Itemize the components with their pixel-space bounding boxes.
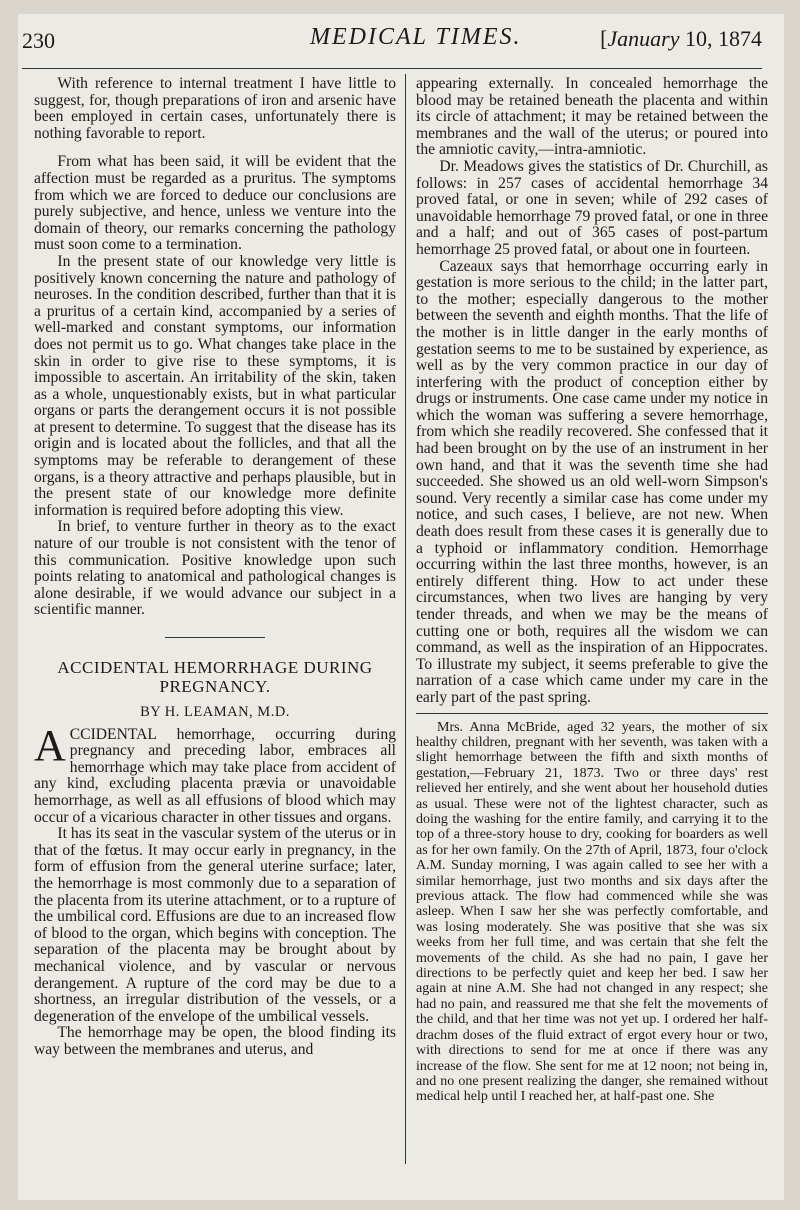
- case-report-paragraph: Mrs. Anna McBride, aged 32 years, the mother of six healthy children, pregnant with her seventh, was taken with a slight hemorrhage between the fifth and sixth months of gestation,—February 21, 1873. Two or three days' rest relieved her entirely, and she went about her household duties as usual. These were not of the lightest character, such as doing the washing for the entire family, and carrying it to the top of a three-story house to dry, cooking for boarders as well as for her own family. On the 27th of April, 1873, four o'clock A.M. Sunday morning, I was again called to see her with a similar hemorrhage, just two months and six days after the previous attack. The flow had commenced while she was asleep. When I saw her she was perfectly comfortable, and was losing moderately. She was positive that she was six weeks from her full time, and was certain that she felt the movements of the child. As she had no pain, I gave her directions to be perfectly quiet and keep her bed. I saw her again at nine A.M. She had not changed in any respect; she had no pain, and reassured me that she felt the movements of the child, and that her time was not yet up. I ordered her half-drachm doses of the fluid extract of ergot every hour or two, with directions to send for me at once if there was any increase of the flow. She sent for me at 12 noon; not being in, and no one present realizing the danger, she remained without medical help until I reached her, at half-past one. She: [416, 719, 768, 1105]
- date-bracket: [: [600, 26, 608, 51]
- case-rule: [416, 713, 768, 714]
- paragraph: The hemorrhage may be open, the blood finding its way between the membranes and uterus, and: [34, 1024, 396, 1058]
- opening-paragraph: [34, 720, 396, 827]
- article-title: ACCIDENTAL HEMORRHAGE DURING PREGNANCY.: [57, 658, 373, 696]
- column-divider: [405, 74, 406, 1164]
- paragraph: From what has been said, it will be evident that the affection must be regarded as a pruritus. The symptoms from which we are forced to deduce our conclusions are purely subjective, and hence, unless we venture into the domain of theory, our remarks concerning the pathology must soon come to a termination.: [34, 153, 396, 254]
- issue-date: [600, 26, 762, 52]
- paragraph: It has its seat in the vascular system of the uterus or in that of the fœtus. It may occur early in pregnancy, in the form of effusion from the general uterine surface; later, the hemorrhage is most commonly due to a separation of the placenta from its uterine attachment, or to a rupture of the umbilical cord. Effusions are due to an increased flow of blood to the organ, which begins with conception. The separation of the placenta may be brought about by mechanical violence, and by vascular or nervous derangement. A rupture of the cord may be due to a shortness, an irregular distribution of the vessels, or a degeneration of the envelope of the umbilical vessels.: [34, 825, 396, 1025]
- drop-cap: A: [34, 720, 66, 770]
- date-month: January: [607, 26, 680, 51]
- paragraph: Dr. Meadows gives the statistics of Dr. Churchill, as follows: in 257 cases of accidental hemorrhage 34 proved fatal, or one in seven; while of 292 cases of unavoidable hemorrhage 79 proved fatal, or one in three and a half; and out of 365 cases of post-partum hemorrhage 25 proved fatal, or about one in fourteen.: [416, 157, 768, 258]
- section-divider: [165, 637, 265, 638]
- right-column: [416, 76, 768, 1105]
- paragraph: In the present state of our knowledge very little is positively known concerning the nature and pathology of neuroses. In the condition described, further than that it is a pruritus of a certain kind, accompanied by a series of well-marked and constant symptoms, our information does not permit us to go. What changes take place in the skin in order to give rise to these symptoms, it is impossible to ascertain. An irritability of the skin, taken as a whole, unquestionably exists, but in what particular organs or parts the derangement occurs it is not possible at present to determine. To suggest that the disease has its origin and is located about the follicles, and that all the symptoms may be referable to derangement of these organs, is a theory attractive and perhaps plausible, but in the present state of our knowledge more definite information is required before adopting this view.: [34, 252, 396, 519]
- left-column: [34, 76, 396, 1058]
- opening-text: CCIDENTAL hemorrhage, occurring during pregnancy and preceding labor, embraces all hemorrhage which may take place from accident of any kind, excluding placenta prævia or unavoidable hemorrhage, as well as all effusions of blood which may occur of a vicarious character in other tissues and organs.: [34, 725, 396, 826]
- page-number: 230: [22, 28, 55, 53]
- paragraph: In brief, to venture further in theory as to the exact nature of our trouble is not consistent with the tenor of this communication. Positive knowledge upon such points relating to anatomical and pathological changes is alone desirable, if we would advance our subject in a scientific manner.: [34, 518, 396, 619]
- journal-title: MEDICAL TIMES.: [310, 24, 522, 50]
- page-header: [22, 24, 762, 64]
- article-byline: BY H. LEAMAN, M.D.: [140, 704, 290, 720]
- date-rest: 10, 1874: [685, 26, 762, 51]
- header-rule: [22, 68, 762, 69]
- paragraph: Cazeaux says that hemorrhage occurring early in gestation is more serious to the child; in the latter part, to the mother; especially dangerous to the mother between the seventh and eighth months. That the life of the mother is in little danger in the early months of gestation seems to me to be sustained by experience, as well as by the very common practice in our day of interfering with the product of conception either by drugs or instruments. One case came under my notice in which the woman was suffering a severe hemorrhage, from which she readily recovered. She confessed that it had been brought on by the use of an instrument in her own hand, and that it was the seventh time she had succeeded. She showed us an old well-worn Simpson's sound. Very recently a similar case has come under my notice, and such cases, I believe, are not new. When death does result from these cases it is generally due to a typhoid or inflammatory condition. Hemorrhage occurring within the last three months, however, is an entirely different thing. How to act under these circumstances, when two lives are hanging by very tender threads, and when we may be the means of cutting one or both, requires all the wisdom we can command, as well as the inspiration of an Hippocrates. To illustrate my subject, it seems preferable to give the narration of a case which came under my care in the early part of the past spring.: [416, 257, 768, 706]
- paragraph: appearing externally. In concealed hemorrhage the blood may be retained beneath the placenta and within its circle of attachment; it may be retained between the membranes and the wall of the uterus; or poured into the amniotic cavity,—intra-amniotic.: [416, 75, 768, 159]
- paragraph: With reference to internal treatment I have little to suggest, for, though preparations of iron and arsenic have been employed in certain cases, unfortunately there is nothing favorable to report.: [34, 75, 396, 142]
